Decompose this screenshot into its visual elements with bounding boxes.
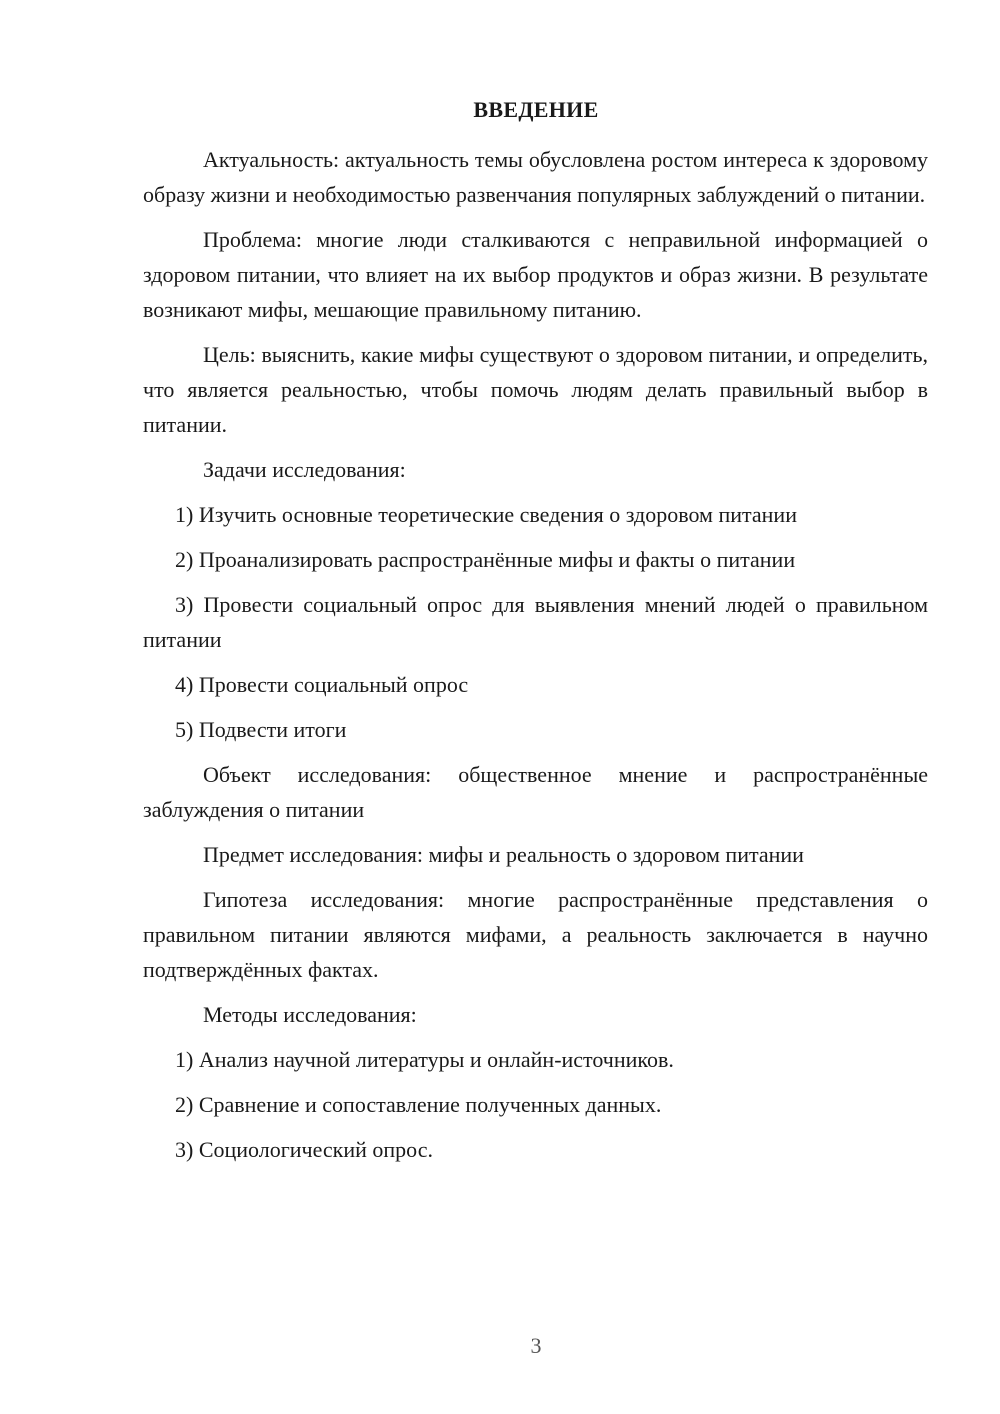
method-item-1: 1) Анализ научной литературы и онлайн-источников. — [175, 1047, 674, 1072]
task-item-4: 4) Провести социальный опрос — [175, 672, 469, 697]
hypothesis-paragraph: Гипотеза исследования: многие распространённые представления о правильном питании являются мифами, а реальность заключается в научно подтверждённых фактах. — [143, 887, 928, 982]
task-item-2: 2) Проанализировать распространённые мифы и факты о питании — [175, 547, 796, 572]
subject-paragraph: Предмет исследования: мифы и реальность о здоровом питании — [203, 842, 804, 867]
tasks-heading: Задачи исследования: — [203, 457, 406, 482]
problem-paragraph: Проблема: многие люди сталкиваются с неправильной информацией о здоровом питании, что влияет на их выбор продуктов и образ жизни. В результате возникают мифы, мешающие правильному питанию. — [143, 227, 928, 322]
page-number: 3 — [530, 1333, 542, 1358]
task-item-1: 1) Изучить основные теоретические сведения о здоровом питании — [175, 502, 797, 527]
method-item-2: 2) Сравнение и сопоставление полученных данных. — [175, 1092, 662, 1117]
section-heading: ВВЕДЕНИЕ — [473, 97, 599, 122]
methods-heading: Методы исследования: — [203, 1002, 417, 1027]
method-item-3: 3) Социологический опрос. — [175, 1137, 433, 1162]
relevance-paragraph: Актуальность: актуальность темы обусловлена ростом интереса к здоровому образу жизни и необходимостью развенчания популярных заблуждений о питании. — [143, 147, 928, 207]
object-paragraph: Объект исследования: общественное мнение и распространённые заблуждения о питании — [143, 762, 928, 822]
task-item-3: 3) Провести социальный опрос для выявления мнений людей о правильном питании — [143, 592, 928, 652]
task-item-5: 5) Подвести итоги — [175, 717, 347, 742]
goal-paragraph: Цель: выяснить, какие мифы существуют о здоровом питании, и определить, что является реальностью, чтобы помочь людям делать правильный выбор в питании. — [143, 342, 928, 437]
introduction-body — [143, 142, 928, 1177]
